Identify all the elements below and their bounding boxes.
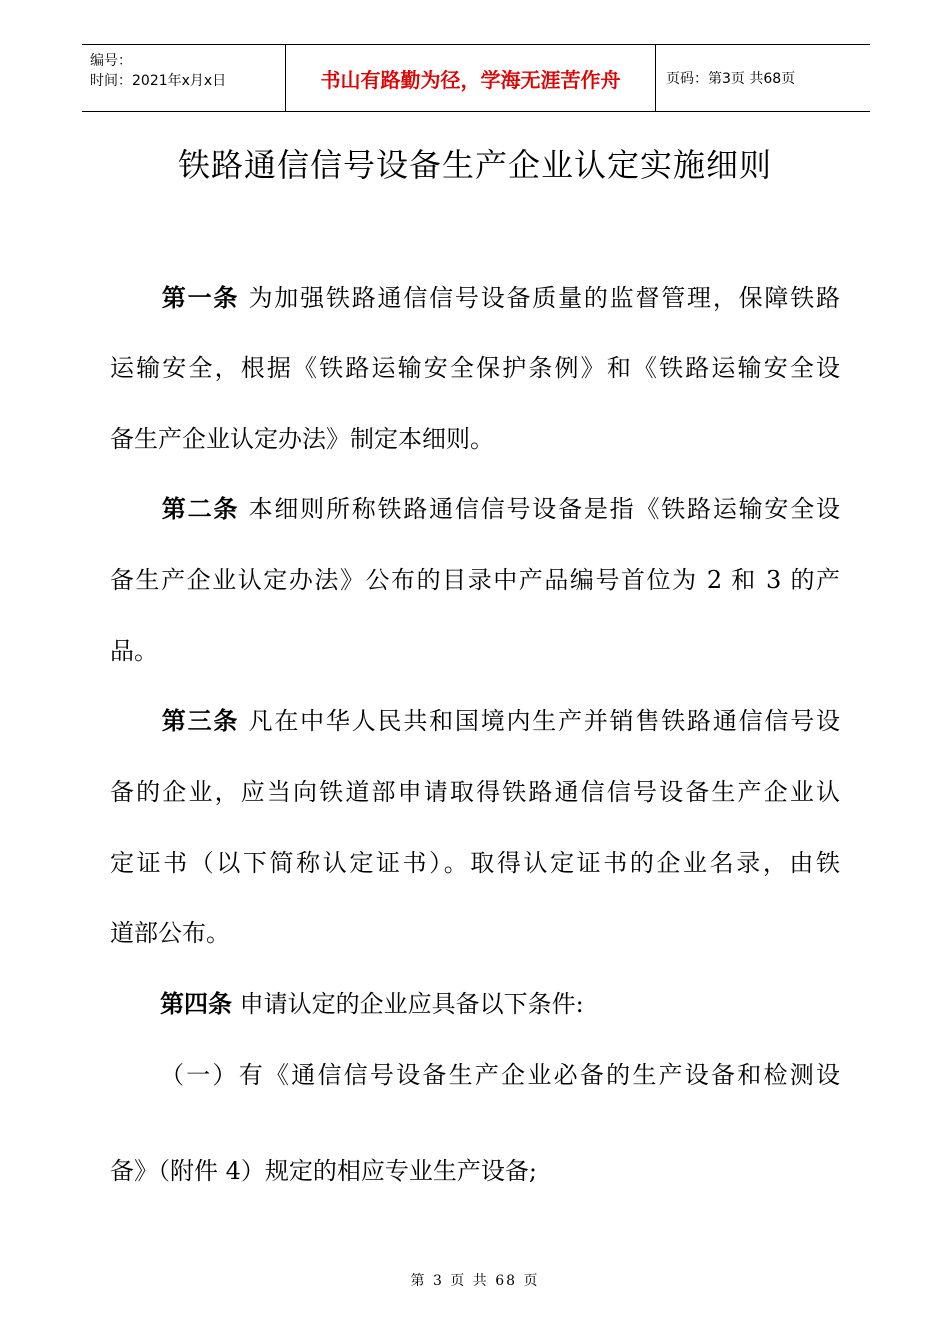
article-2-line-3: 品。 (110, 637, 158, 665)
article-2-line-1: 第二条 本细则所称铁路通信信号设备是指《铁路运输安全设 (160, 494, 840, 523)
article-1-line-3: 备生产企业认定办法》制定本细则。 (110, 425, 494, 453)
article-4-heading: 第四条 (160, 989, 232, 1018)
article-3-line-4: 道部公布。 (110, 919, 230, 947)
article-4-item-1-line-1: （一）有《通信信号设备生产企业必备的生产设备和检测设 (160, 1061, 840, 1089)
header-page-info: 页码：第3页 共68页 (666, 71, 796, 87)
article-3-line-1: 第三条 凡在中华人民共和国境内生产并销售铁路通信信号设 (160, 706, 840, 735)
article-3-line-3: 定证书（以下简称认定证书）。取得认定证书的企业名录，由铁 (110, 849, 840, 877)
article-1-heading: 第一条 (160, 283, 240, 312)
header-meta (82, 45, 285, 111)
article-2-heading: 第二条 (160, 494, 240, 523)
number-label: 编号： (90, 53, 132, 69)
article-3-line-2: 备的企业，应当向铁道部申请取得铁路通信信号设备生产企业认 (110, 778, 840, 806)
header-motto: 书山有路勤为径，学海无涯苦作舟 (285, 45, 656, 111)
article-4-item-1-line-2: 备》（附件 4）规定的相应专业生产设备; (110, 1157, 537, 1185)
page-header (82, 44, 870, 112)
document-title: 铁路通信信号设备生产企业认定实施细则 (177, 146, 772, 184)
article-3-heading: 第三条 (160, 706, 240, 735)
time-label: 时间：2021年x月x日 (90, 73, 227, 89)
article-1-line-1: 第一条 为加强铁路通信信号设备质量的监督管理，保障铁路 (160, 283, 840, 312)
page-footer: 第 3 页 共 68 页 (410, 1273, 540, 1289)
article-4-line-1: 第四条 申请认定的企业应具备以下条件: (160, 989, 584, 1018)
article-2-line-2: 备生产企业认定办法》公布的目录中产品编号首位为 2 和 3 的产 (110, 566, 840, 594)
article-1-line-2: 运输安全，根据《铁路运输安全保护条例》和《铁路运输安全设 (110, 354, 840, 382)
